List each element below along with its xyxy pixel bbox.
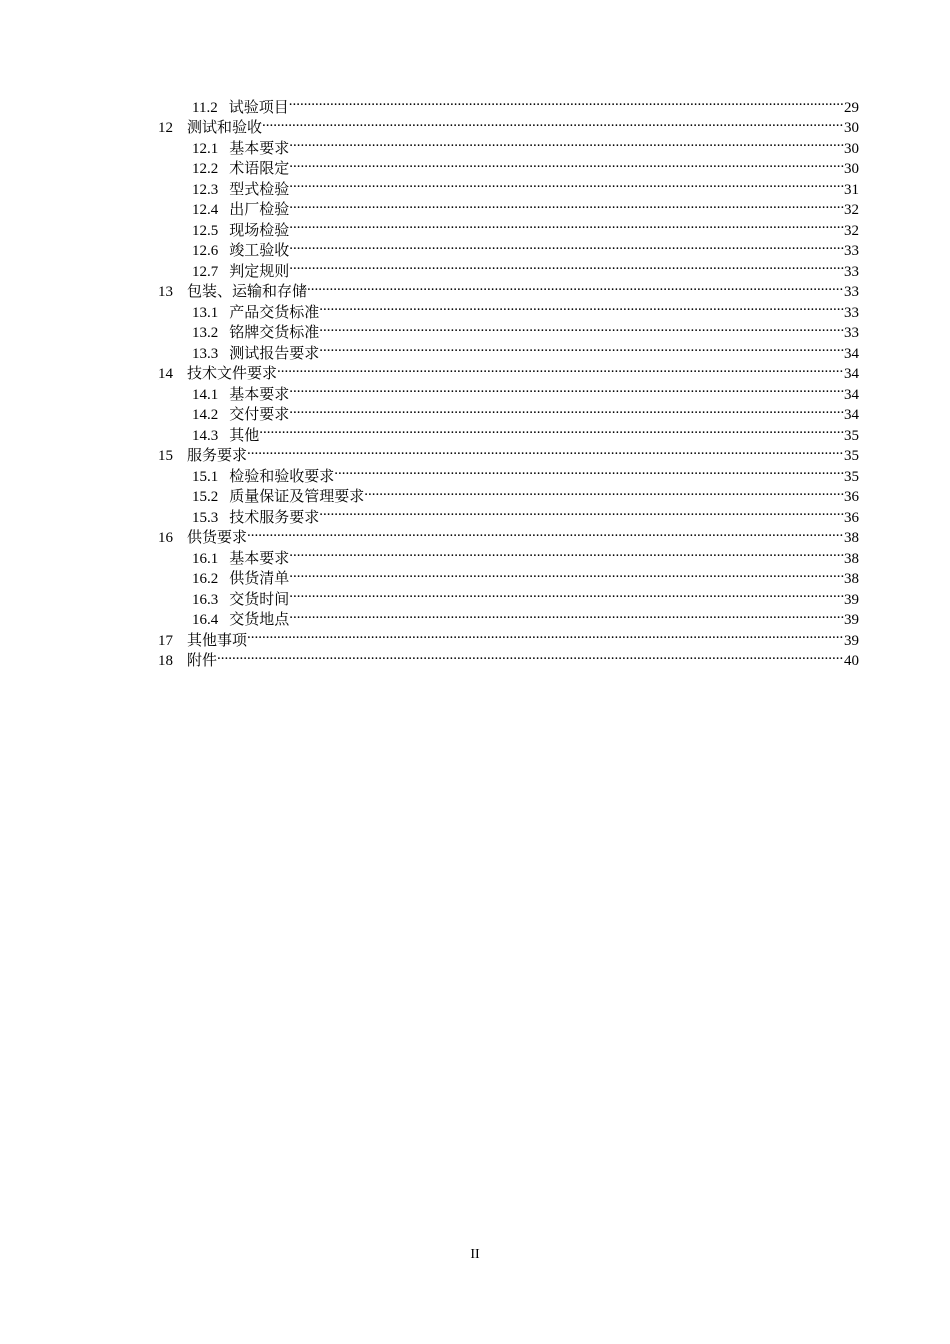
- toc-entry-number: 16.1: [192, 550, 219, 567]
- toc-entry-page: 38: [844, 571, 859, 587]
- toc-entry-title: 产品交货标准: [229, 304, 320, 321]
- toc-entry-page: 33: [844, 263, 859, 280]
- toc-entry-title: 竣工验收: [229, 243, 290, 259]
- toc-entry-page: 33: [844, 243, 859, 259]
- toc-entry-page: 32: [844, 222, 859, 239]
- toc-entry-number: 16.4: [192, 612, 219, 628]
- toc-leader-dots: [289, 399, 844, 420]
- toc-entry-number: 16.3: [192, 591, 219, 608]
- toc-entry-page: 29: [844, 99, 859, 116]
- toc-entry-number: 16.2: [192, 571, 219, 587]
- toc-entry-title: 包装、运输和存储: [187, 284, 308, 300]
- toc-leader-dots: [289, 235, 844, 256]
- toc-leader-dots: [289, 214, 844, 235]
- toc-leader-dots: [247, 624, 844, 645]
- toc-entry[interactable]: [158, 645, 859, 669]
- toc-leader-dots: [289, 604, 844, 625]
- toc-entry-number: 15.1: [192, 468, 219, 485]
- toc-leader-dots: [319, 337, 844, 358]
- toc-entry[interactable]: [158, 460, 859, 485]
- toc-leader-dots: [247, 440, 844, 461]
- toc-entry-title: 测试和验收: [187, 120, 263, 136]
- toc-entry-number: 13.1: [192, 304, 219, 321]
- toc-leader-dots: [289, 378, 844, 399]
- toc-entry-title: 服务要求: [187, 448, 248, 464]
- toc-entry-number: 12.2: [192, 161, 219, 177]
- toc-entry-page: 31: [844, 181, 859, 198]
- toc-entry[interactable]: [158, 624, 859, 649]
- toc-leader-dots: [289, 173, 844, 194]
- toc-entry-title: 基本要求: [229, 550, 290, 567]
- toc-entry-number: 17: [158, 632, 173, 649]
- page-number-footer: II: [470, 1247, 480, 1262]
- toc-entry-page: 34: [844, 407, 859, 423]
- toc-entry-number: 13.2: [192, 325, 219, 341]
- toc-leader-dots: [319, 296, 844, 317]
- toc-entry-page: 38: [844, 530, 859, 546]
- toc-entry-page: 40: [844, 653, 859, 669]
- toc-entry-title: 测试报告要求: [229, 345, 320, 362]
- toc-entry-page: 35: [844, 468, 859, 485]
- toc-entry-number: 12.5: [192, 222, 219, 239]
- toc-leader-dots: [364, 481, 844, 502]
- toc-entry-number: 12: [158, 120, 173, 136]
- toc-entry-number: 13.3: [192, 345, 219, 362]
- toc-entry[interactable]: [158, 419, 859, 444]
- toc-entry-number: 14.1: [192, 386, 219, 403]
- toc-entry-page: 35: [844, 427, 859, 444]
- toc-leader-dots: [217, 645, 844, 666]
- toc-entry-title: 供货清单: [229, 571, 290, 587]
- toc-entry-page: 39: [844, 591, 859, 608]
- toc-entry-number: 12.4: [192, 202, 219, 218]
- toc-entry-page: 34: [844, 345, 859, 362]
- toc-leader-dots: [289, 583, 844, 604]
- toc-entry-title: 试验项目: [228, 99, 289, 116]
- toc-entry-number: 14: [158, 366, 173, 382]
- toc-entry-title: 技术服务要求: [229, 509, 320, 526]
- toc-entry[interactable]: [158, 132, 859, 157]
- toc-leader-dots: [262, 112, 844, 133]
- toc-leader-dots: [247, 522, 844, 543]
- toc-entry-page: 34: [844, 386, 859, 403]
- table-of-contents: [158, 91, 859, 669]
- toc-entry-page: 33: [844, 325, 859, 341]
- toc-entry-number: 12.7: [192, 263, 219, 280]
- toc-entry[interactable]: [158, 112, 859, 136]
- toc-entry-title: 术语限定: [229, 161, 290, 177]
- toc-entry-title: 其他事项: [187, 632, 248, 649]
- toc-entry-page: 32: [844, 202, 859, 218]
- toc-leader-dots: [289, 563, 844, 584]
- toc-entry-page: 36: [844, 489, 859, 505]
- toc-entry-number: 14.3: [192, 427, 219, 444]
- toc-entry-title: 交货地点: [229, 612, 290, 628]
- toc-leader-dots: [277, 358, 844, 379]
- toc-leader-dots: [289, 153, 844, 174]
- toc-entry-title: 技术文件要求: [187, 366, 278, 382]
- toc-entry-title: 质量保证及管理要求: [229, 489, 365, 505]
- toc-entry[interactable]: [158, 91, 859, 116]
- toc-entry-page: 33: [844, 284, 859, 300]
- toc-entry-title: 铭牌交货标准: [229, 325, 320, 341]
- toc-entry-title: 出厂检验: [229, 202, 290, 218]
- toc-leader-dots: [319, 501, 844, 522]
- toc-leader-dots: [289, 132, 844, 153]
- toc-entry-title: 型式检验: [229, 181, 290, 198]
- toc-entry-page: 36: [844, 509, 859, 526]
- toc-leader-dots: [334, 460, 844, 481]
- toc-entry[interactable]: [158, 522, 859, 546]
- toc-entry-page: 38: [844, 550, 859, 567]
- toc-entry-title: 现场检验: [229, 222, 290, 239]
- toc-entry-title: 交货时间: [229, 591, 290, 608]
- toc-entry-number: 12.6: [192, 243, 219, 259]
- toc-leader-dots: [289, 91, 844, 112]
- toc-entry-number: 12.3: [192, 181, 219, 198]
- toc-entry-page: 34: [844, 366, 859, 382]
- toc-entry-title: 判定规则: [229, 263, 290, 280]
- toc-entry-title: 基本要求: [229, 386, 290, 403]
- toc-entry-number: 15: [158, 448, 173, 464]
- toc-leader-dots: [319, 317, 844, 338]
- toc-entry-number: 15.3: [192, 509, 219, 526]
- toc-entry-title: 基本要求: [229, 140, 290, 157]
- toc-leader-dots: [259, 419, 844, 440]
- toc-entry[interactable]: [158, 542, 859, 567]
- toc-entry-page: 35: [844, 448, 859, 464]
- toc-entry-page: 33: [844, 304, 859, 321]
- toc-entry-page: 30: [844, 140, 859, 157]
- toc-entry-number: 12.1: [192, 140, 219, 157]
- toc-entry-page: 30: [844, 120, 859, 136]
- toc-entry-title: 交付要求: [229, 407, 290, 423]
- toc-entry-number: 15.2: [192, 489, 219, 505]
- toc-entry-number: 16: [158, 530, 173, 546]
- toc-entry-page: 30: [844, 161, 859, 177]
- toc-entry-title: 其他: [229, 427, 260, 444]
- toc-entry[interactable]: [158, 440, 859, 464]
- toc-entry-title: 检验和验收要求: [229, 468, 335, 485]
- toc-leader-dots: [289, 542, 844, 563]
- toc-entry-page: 39: [844, 612, 859, 628]
- toc-entry-number: 11.2: [192, 99, 218, 116]
- toc-entry-number: 14.2: [192, 407, 219, 423]
- toc-entry-title: 附件: [187, 653, 218, 669]
- toc-leader-dots: [307, 276, 844, 297]
- toc-entry-number: 18: [158, 653, 173, 669]
- toc-leader-dots: [289, 194, 844, 215]
- toc-entry-number: 13: [158, 284, 173, 300]
- toc-entry-title: 供货要求: [187, 530, 248, 546]
- toc-leader-dots: [289, 255, 844, 276]
- toc-entry-page: 39: [844, 632, 859, 649]
